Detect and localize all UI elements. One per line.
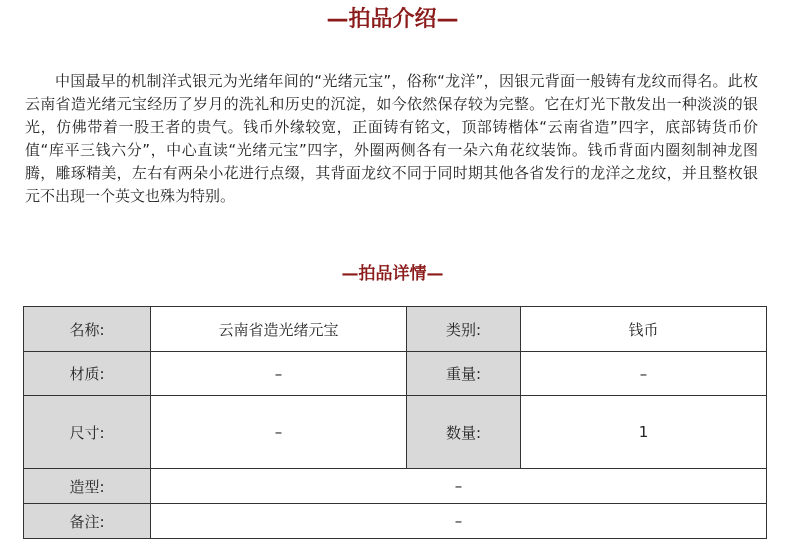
table-row — [24, 469, 767, 504]
intro-paragraph: 中国最早的机制洋式银元为光绪年间的“光绪元宝”，俗称“龙洋”，因银元背面一般铸有龙纹而得名。此枚云南省造光绪元宝经历了岁月的洗礼和历史的沉淀，如今依然保存较为完整。它在灯光下散发出一种淡淡的银光，仿佛带着一股王者的贵气。钱币外缘较宽，正面铸有铭文，顶部铸楷体“云南省造”四字，底部铸货币价值“库平三钱六分”，中心直读“光绪元宝”四字，外圈两侧各有一朵六角花纹装饰。钱币背面内圈刻制神龙图腾，雕琢精美，左右有两朵小花进行点缀，其背面龙纹不同于同时期其他各省发行的龙洋之龙纹，并且整枚银元不出现一个英文也殊为特别。 — [25, 72, 758, 205]
size-label: 尺寸: — [24, 396, 151, 469]
details-section-title: —拍品详情— — [341, 264, 444, 284]
details-table — [23, 306, 767, 539]
table-row — [24, 504, 767, 539]
material-label: 材质: — [24, 352, 151, 396]
remarks-value: – — [151, 504, 767, 539]
shape-label: 造型: — [24, 469, 151, 504]
category-value: 钱币 — [521, 307, 767, 352]
weight-value: – — [521, 352, 767, 396]
table-row — [24, 307, 767, 352]
category-label: 类别: — [407, 307, 521, 352]
table-row — [24, 396, 767, 469]
name-label: 名称: — [24, 307, 151, 352]
intro-section-title: —拍品介绍— — [326, 7, 459, 32]
shape-value: – — [151, 469, 767, 504]
weight-label: 重量: — [407, 352, 521, 396]
name-value: 云南省造光绪元宝 — [151, 307, 407, 352]
quantity-label: 数量: — [407, 396, 521, 469]
remarks-label: 备注: — [24, 504, 151, 539]
size-value: – — [151, 396, 407, 469]
quantity-value: 1 — [521, 396, 767, 469]
material-value: – — [151, 352, 407, 396]
table-row — [24, 352, 767, 396]
